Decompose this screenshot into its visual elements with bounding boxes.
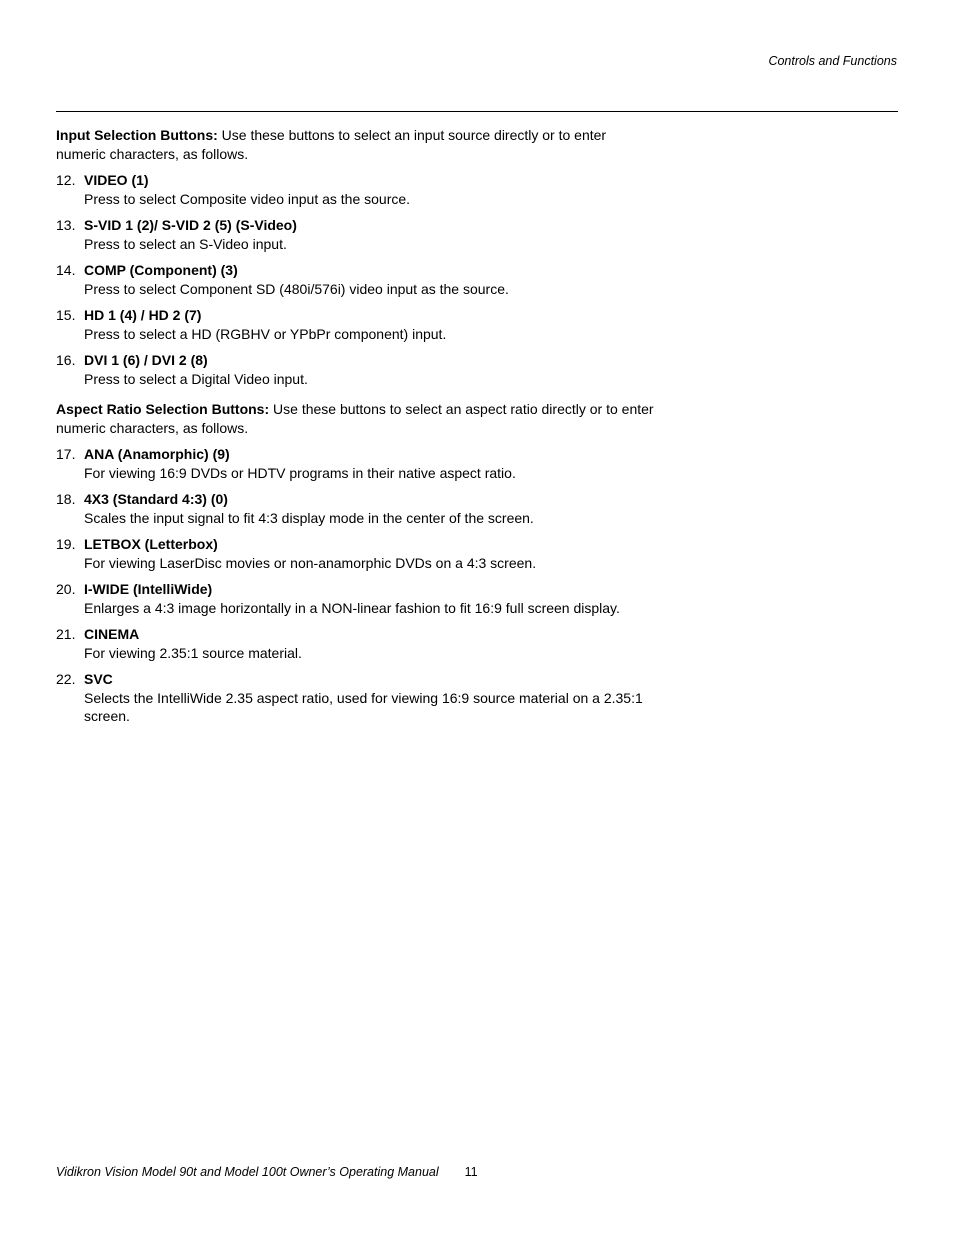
list-item [56,171,656,208]
page-number: 11 [464,1165,478,1179]
item-title: CINEMA [84,626,140,642]
aspect-ratio-intro [56,400,656,437]
item-title: S-VID 1 (2)/ S-VID 2 (5) (S-Video) [84,217,297,233]
item-description: Scales the input signal to fit 4:3 display mode in the center of the screen. [84,509,534,526]
input-selection-intro [56,126,656,163]
aspect-ratio-list [56,445,656,726]
aspect-ratio-text: Use these buttons to select an aspect ratio directly or to enter numeric characters, as follows. [56,401,654,436]
list-item [56,306,656,343]
item-description: For viewing 2.35:1 source material. [84,644,302,661]
item-number: 21. [56,626,76,642]
item-description: Press to select Component SD (480i/576i) video input as the source. [84,280,509,297]
header-rule [56,111,898,112]
aspect-ratio-lead: Aspect Ratio Selection Buttons: [56,401,270,417]
manual-title: Vidikron Vision Model 90t and Model 100t Owner’s Operating Manual [56,1165,439,1179]
item-title: HD 1 (4) / HD 2 (7) [84,307,202,323]
item-title: VIDEO (1) [84,172,149,188]
input-selection-lead: Input Selection Buttons: [56,127,218,143]
page-content [56,126,656,734]
item-number: 16. [56,352,76,368]
list-item [56,535,656,572]
page-footer [56,1165,478,1179]
item-number: 15. [56,307,76,323]
item-description: Enlarges a 4:3 image horizontally in a NON-linear fashion to fit 16:9 full screen display. [84,599,620,616]
item-title: SVC [84,671,113,687]
list-item [56,625,656,662]
input-selection-list [56,171,656,388]
item-description: Press to select a HD (RGBHV or YPbPr component) input. [84,325,447,342]
item-number: 17. [56,446,76,462]
item-description: For viewing LaserDisc movies or non-anamorphic DVDs on a 4:3 screen. [84,554,537,571]
item-number: 14. [56,262,76,278]
list-item [56,580,656,617]
list-item [56,445,656,482]
item-description: Selects the IntelliWide 2.35 aspect ratio, used for viewing 16:9 source material on a 2.35:1 screen. [84,689,643,724]
list-item [56,261,656,298]
running-head: Controls and Functions [768,54,897,68]
item-number: 19. [56,536,76,552]
item-number: 18. [56,491,76,507]
item-number: 22. [56,671,76,687]
item-number: 12. [56,172,76,188]
item-description: Press to select an S-Video input. [84,235,287,252]
item-title: I-WIDE (IntelliWide) [84,581,213,597]
item-title: 4X3 (Standard 4:3) (0) [84,491,228,507]
list-item [56,490,656,527]
list-item [56,216,656,253]
item-number: 13. [56,217,76,233]
item-description: Press to select Composite video input as the source. [84,190,411,207]
input-selection-text: Use these buttons to select an input source directly or to enter numeric characters, as follows. [56,127,607,162]
item-title: LETBOX (Letterbox) [84,536,218,552]
item-title: ANA (Anamorphic) (9) [84,446,230,462]
item-number: 20. [56,581,76,597]
item-description: Press to select a Digital Video input. [84,370,308,387]
item-description: For viewing 16:9 DVDs or HDTV programs in their native aspect ratio. [84,464,516,481]
item-title: COMP (Component) (3) [84,262,238,278]
list-item [56,351,656,388]
list-item [56,670,656,726]
item-title: DVI 1 (6) / DVI 2 (8) [84,352,208,368]
